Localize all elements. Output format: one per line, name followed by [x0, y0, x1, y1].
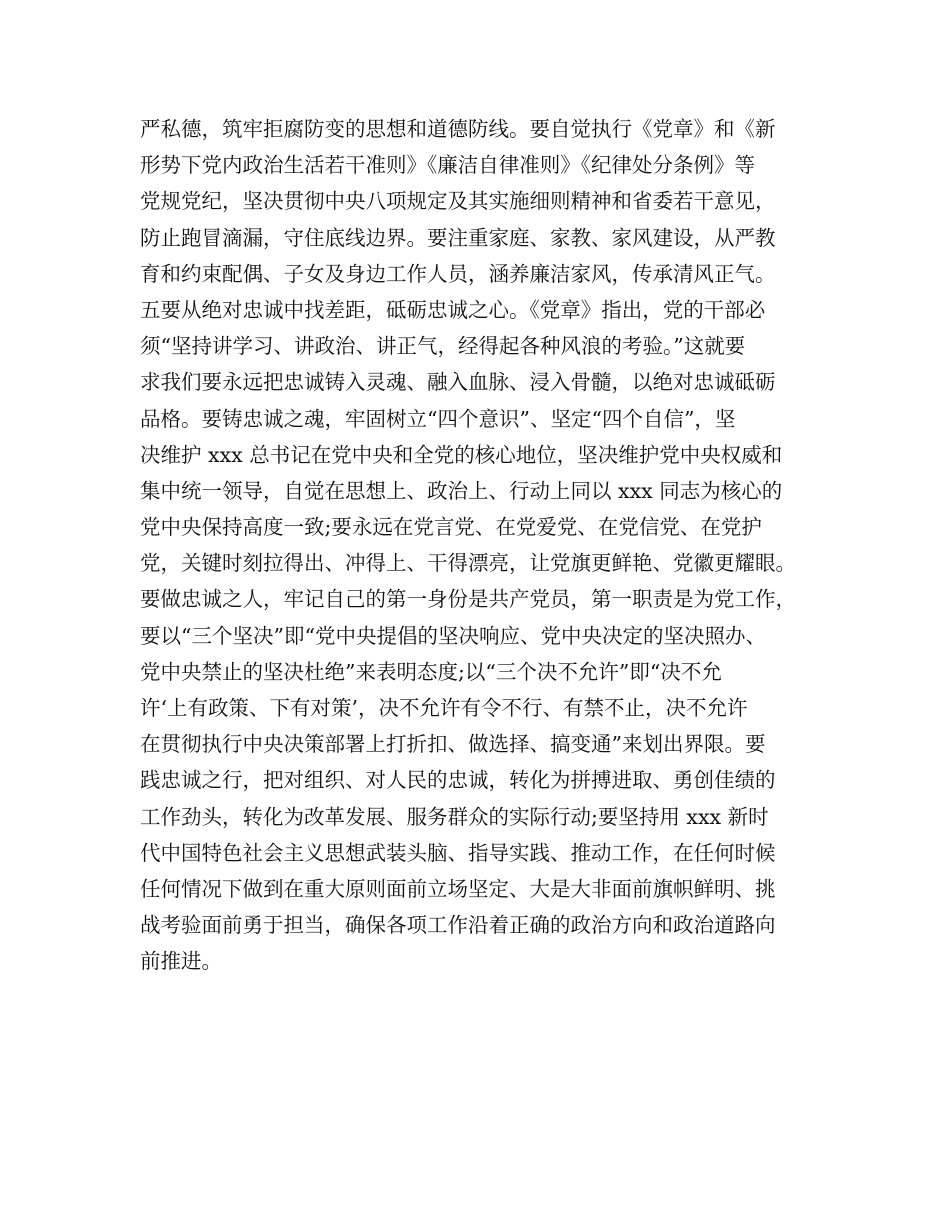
text-line: 代中国特色社会主义思想武装头脑、指导实践、推动工作，在任何时候	[140, 840, 776, 865]
text-line: 党中央禁止的坚决杜绝”来表明态度;以“三个决不允许”即“决不允	[140, 659, 722, 684]
text-line: 须“坚持讲学习、讲政治、讲正气，经得起各种风浪的考验。”这就要	[140, 334, 746, 359]
text-line: 许‘上有政策、下有对策’，决不允许有令不行、有禁不止，决不允许	[140, 696, 748, 720]
text-line: 党，关键时刻拉得出、冲得上、干得漂亮，让党旗更鲜艳、党徽更耀眼。	[140, 551, 796, 576]
text-line: 严私德，筑牢拒腐防变的思想和道德防线。要自觉执行《党章》和《新	[140, 117, 776, 141]
text-line: 任何情况下做到在重大原则面前立场坚定、大是大非面前旗帜鲜明、挑	[140, 876, 776, 901]
text-line: 要以“三个坚决”即“党中央提倡的坚决响应、党中央决定的坚决照办、	[140, 623, 766, 648]
text-line: 形势下党内政治生活若干准则》《廉洁自律准则》《纪律处分条例》等	[140, 153, 755, 178]
text-line: 前推进。	[140, 949, 222, 974]
text-line: 党规党纪，坚决贯彻中央八项规定及其实施细则精神和省委若干意见，	[140, 189, 776, 214]
text-line: 求我们要永远把忠诚铸入灵魂、融入血脉、浸入骨髓，以绝对忠诚砥砺	[140, 370, 776, 395]
text-line: 集中统一领导，自觉在思想上、政治上、行动上同以 xxx 同志为核心的	[140, 478, 783, 503]
text-line: 育和约束配偶、子女及身边工作人员，涵养廉洁家风，传承清风正气。	[140, 261, 776, 286]
text-line: 战考验面前勇于担当，确保各项工作沿着正确的政治方向和政治道路向	[140, 913, 776, 938]
text-line: 工作劲头，转化为改革发展、服务群众的实际行动;要坚持用 xxx 新时	[140, 804, 769, 829]
text-line: 党中央保持高度一致;要永远在党言党、在党爱党、在党信党、在党护	[140, 515, 762, 540]
body-text	[140, 111, 830, 980]
text-line: 践忠诚之行，把对组织、对人民的忠诚，转化为拼搏进取、勇创佳绩的	[140, 768, 776, 793]
text-line: 品格。要铸忠诚之魂，牢固树立“四个意识”、坚定“四个自信”，坚	[140, 406, 736, 431]
text-line: 在贯彻执行中央决策部署上打折扣、做选择、搞变通”来划出界限。要	[140, 732, 766, 757]
text-line: 决维护 xxx 总书记在党中央和全党的核心地位，坚决维护党中央权威和	[140, 442, 783, 467]
text-line: 五要从绝对忠诚中找差距，砥砺忠诚之心。《党章》指出，党的干部必	[140, 297, 766, 322]
text-line: 要做忠诚之人，牢记自己的第一身份是共产党员，第一职责是为党工作，	[140, 587, 796, 612]
text-line: 防止跑冒滴漏，守住底线边界。要注重家庭、家教、家风建设，从严教	[140, 225, 776, 250]
